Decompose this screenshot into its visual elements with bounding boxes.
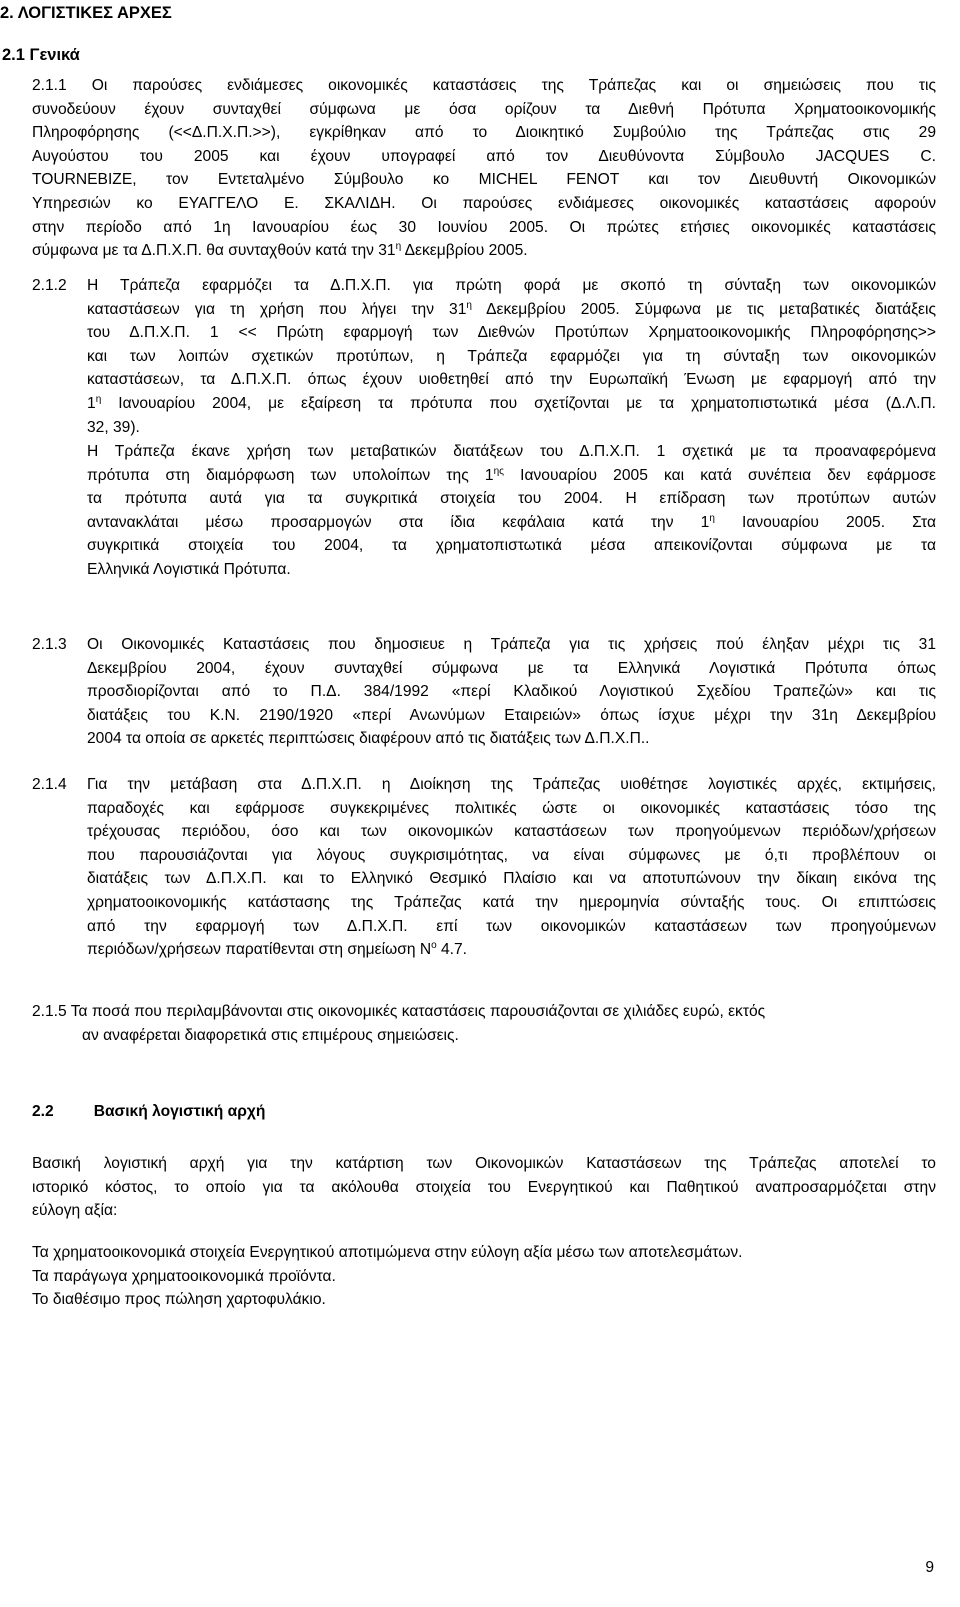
text-line: συνοδεύουν έχουν συνταχθεί σύμφωνα με όσα ορίζουν τα Διεθνή Πρότυπα Χρηματοοικονομικής <box>32 100 936 118</box>
text-line: ιστορικό κόστος, το οποίο για τα ακόλουθα στοιχεία του Ενεργητικού και Παθητικού αναπροσαρμόζεται στην <box>32 1178 936 1196</box>
list-item: Τα χρηματοοικονομικά στοιχεία Ενεργητικού αποτιμώμενα στην εύλογη αξία μέσω των αποτελεσμάτων. <box>32 1244 743 1261</box>
text-line: Η Τράπεζα εφαρμόζει τα Δ.Π.Χ.Π. για πρώτη φορά με σκοπό τη σύνταξη των οικονομικών <box>87 277 936 294</box>
text-line: περιόδων/χρήσεων παρατίθενται στη σημείωση $N^o$ 4.7. <box>87 940 468 959</box>
paragraph-2-1-1 <box>32 74 936 263</box>
text-line: καταστάσεων, τα Δ.Π.Χ.Π. όπως έχουν υιοθετηθεί από την Ευρωπαϊκή Ένωση με εφαρμογή από την <box>87 371 936 389</box>
text-line: και των λοιπών σχετικών προτύπων, η Τράπεζα εφαρμόζει για τη σύνταξη των οικονομικών <box>87 347 936 365</box>
text-line: τα πρότυπα αυτά για τα συγκριτικά στοιχεία του 2004. Η επίδραση των προτύπων αυτών <box>87 490 936 508</box>
text-line: στην περίοδο από 1η Ιανουαρίου έως 30 Ιουνίου 2005. Οι πρώτες ετήσιες οικονομικές καταστάσεις <box>32 218 936 236</box>
text-line: εύλογη αξία: <box>32 1202 118 1220</box>
text-line: που παρουσιάζονται για λόγους συγκρισιμότητας, να είναι σύμφωνες με ό,τι προβλέπουν οι <box>87 846 936 864</box>
text-line: 2004 τα οποία σε αρκετές περιπτώσεις διαφέρουν από τις διατάξεις των Δ.Π.Χ.Π.. <box>87 730 650 748</box>
subsection-heading: 2.1 Γενικά <box>2 46 80 64</box>
paragraph-number: 2.1.2 <box>32 277 67 294</box>
text-line: Δεκεμβρίου 2004, έχουν συνταχθεί σύμφωνα με τα Ελληνικά Λογιστικά Πρότυπα όπως <box>87 659 936 677</box>
paragraph-number: 2.1.3 <box>32 636 67 653</box>
superscript: o <box>431 940 437 952</box>
text-line: Για την μετάβαση στα Δ.Π.Χ.Π. η Διοίκηση της Τράπεζας υιοθέτησε λογιστικές αρχές, εκτιμήσεις, <box>87 776 936 793</box>
text-line: 32, 39). <box>87 418 140 436</box>
paragraph-transition <box>87 440 936 582</box>
text-line: καταστάσεων για τη χρήση που λήγει την $31^\eta$ Δεκεμβρίου 2005. Σύμφωνα με τις μεταβατικές διατάξεις <box>87 299 936 318</box>
text-line: Υπηρεσιών κο ΕΥΑΓΓΕΛΟ Ε. ΣΚΑΛΙΔΗ. Οι παρούσες ενδιάμεσες οικονομικές καταστάσεις αφορούν <box>32 194 936 212</box>
text-line: Ελληνικά Λογιστικά Πρότυπα. <box>87 560 291 578</box>
paragraph-2-1-5 <box>32 1000 936 1047</box>
text-line: αν αναφέρεται διαφορετικά στις επιμέρους σημειώσεις. <box>82 1026 459 1044</box>
fair-value-items <box>32 1241 936 1312</box>
text-line: 2.1.5 Τα ποσά που περιλαμβάνονται στις οικονομικές καταστάσεις παρουσιάζονται σε χιλιάδες ευρώ, εκτός <box>32 1003 766 1020</box>
text-line: παραδοχές και εφάρμοσε συγκεκριμένες πολιτικές ώστε οι οικονομικές καταστάσεις τόσο της <box>87 799 936 817</box>
superscript: η <box>709 512 715 524</box>
section-number: 2.2 <box>32 1103 54 1120</box>
text-line: Οι Οικονομικές Καταστάσεις που δημοσιευε η Τράπεζα για τις χρήσεις πού έληξαν μέχρι τις 31 <box>87 636 936 653</box>
text-line: Αυγούστου του 2005 και έχουν υπογραφεί από τον Διευθύνοντα Σύμβουλο JACQUES C. <box>32 147 936 165</box>
text-line: του Δ.Π.Χ.Π. 1 << Πρώτη εφαρμογή των Διεθνών Προτύπων Χρηματοοικονομικής Πληροφόρησης>> <box>87 324 936 342</box>
text-line: τρέχουσας περιόδου, όσο και των οικονομικών καταστάσεων των προηγούμενων περιόδων/χρήσεων <box>87 823 936 841</box>
paragraph-basis <box>32 1152 936 1223</box>
paragraph-2-1-2 <box>32 274 936 439</box>
text-line: $1^\eta$ Ιανουαρίου 2004, με εξαίρεση τα πρότυπα που σχετίζονται με τα χρηματοπιστωτικά μέσα (Δ.Λ.Π. <box>87 393 936 412</box>
paragraph-2-1-4 <box>32 773 936 962</box>
section-heading: 2. ΛΟΓΙΣΤΙΚΕΣ ΑΡΧΕΣ <box>0 4 172 22</box>
text-line: Βασική λογιστική αρχή για την κατάρτιση των Οικονομικών Καταστάσεων της Τράπεζας αποτελεί το <box>32 1155 936 1172</box>
text-line: Η Τράπεζα έκανε χρήση των μεταβατικών διατάξεων του Δ.Π.Χ.Π. 1 σχετικά με τα προαναφερόμενα <box>87 443 936 460</box>
text-line: σύμφωνα με τα Δ.Π.Χ.Π. θα συνταχθούν κατά την $31^\eta$ Δεκεμβρίου 2005. <box>32 241 528 260</box>
superscript: η <box>395 241 402 253</box>
section-title: Βασική λογιστική αρχή <box>93 1103 266 1120</box>
text-line: από την εφαρμογή των Δ.Π.Χ.Π. επί των οικονομικών καταστάσεων των προηγούμενων <box>87 917 936 935</box>
text-line: 2.1.1 Οι παρούσες ενδιάμεσες οικονομικές καταστάσεις της Τράπεζας και οι σημειώσεις που τις <box>32 77 936 94</box>
superscript: η <box>95 393 102 405</box>
superscript: η <box>466 299 472 311</box>
list-item: Το διαθέσιμο προς πώληση χαρτοφυλάκιο. <box>32 1291 326 1309</box>
text-line: συγκριτικά στοιχεία του 2004, τα χρηματοπιστωτικά μέσα απεικονίζονται σύμφωνα με τα <box>87 537 936 555</box>
page-number: 9 <box>925 1559 934 1576</box>
paragraph-number: 2.1.4 <box>32 776 67 793</box>
text-line: διατάξεις των Δ.Π.Χ.Π. και το Ελληνικό Θεσμικό Πλαίσιο και να αποτυπώνουν την δίκαιη εικόνα της <box>87 870 936 888</box>
text-line: TOURNEBIZE, τον Εντεταλμένο Σύμβουλο κο MICHEL FENOT και τον Διευθυντή Οικονομικών <box>32 171 936 189</box>
superscript: ης <box>493 465 504 477</box>
text-line: προσδιορίζονται από το Π.Δ. 384/1992 «περί Κλαδικού Λογιστικού Σχεδίου Τραπεζών» και τις <box>87 683 936 701</box>
text-line: Πληροφόρησης (<<Δ.Π.Χ.Π.>>), εγκρίθηκαν από το Διοικητικό Συμβούλιο της Τράπεζας στις 29 <box>32 124 936 142</box>
paragraph-2-1-3 <box>32 633 936 751</box>
section-2-2-heading <box>32 1101 265 1123</box>
text-line: χρηματοοικονομικής κατάστασης της Τράπεζας κατά την ημερομηνία σύνταξής τους. Οι επιπτώσεις <box>87 893 936 911</box>
text-line: διατάξεις του Κ.Ν. 2190/1920 «περί Ανωνύμων Εταιρειών» όπως ίσχυε μέχρι την 31η Δεκεμβρίου <box>87 706 936 724</box>
text-line: αντανακλάται μέσω προσαρμογών στα ίδια κεφάλαια κατά την $1^\eta$ Ιανουαρίου 2005. Στα <box>87 512 936 531</box>
text-line: πρότυπα στη διαμόρφωση των υπολοίπων της $1^{\eta\varsigma}$ Ιανουαρίου 2005 και κατά συνέπεια δεν εφάρμοσε <box>87 465 937 484</box>
list-item: Τα παράγωγα χρηματοοικονομικά προϊόντα. <box>32 1267 336 1285</box>
